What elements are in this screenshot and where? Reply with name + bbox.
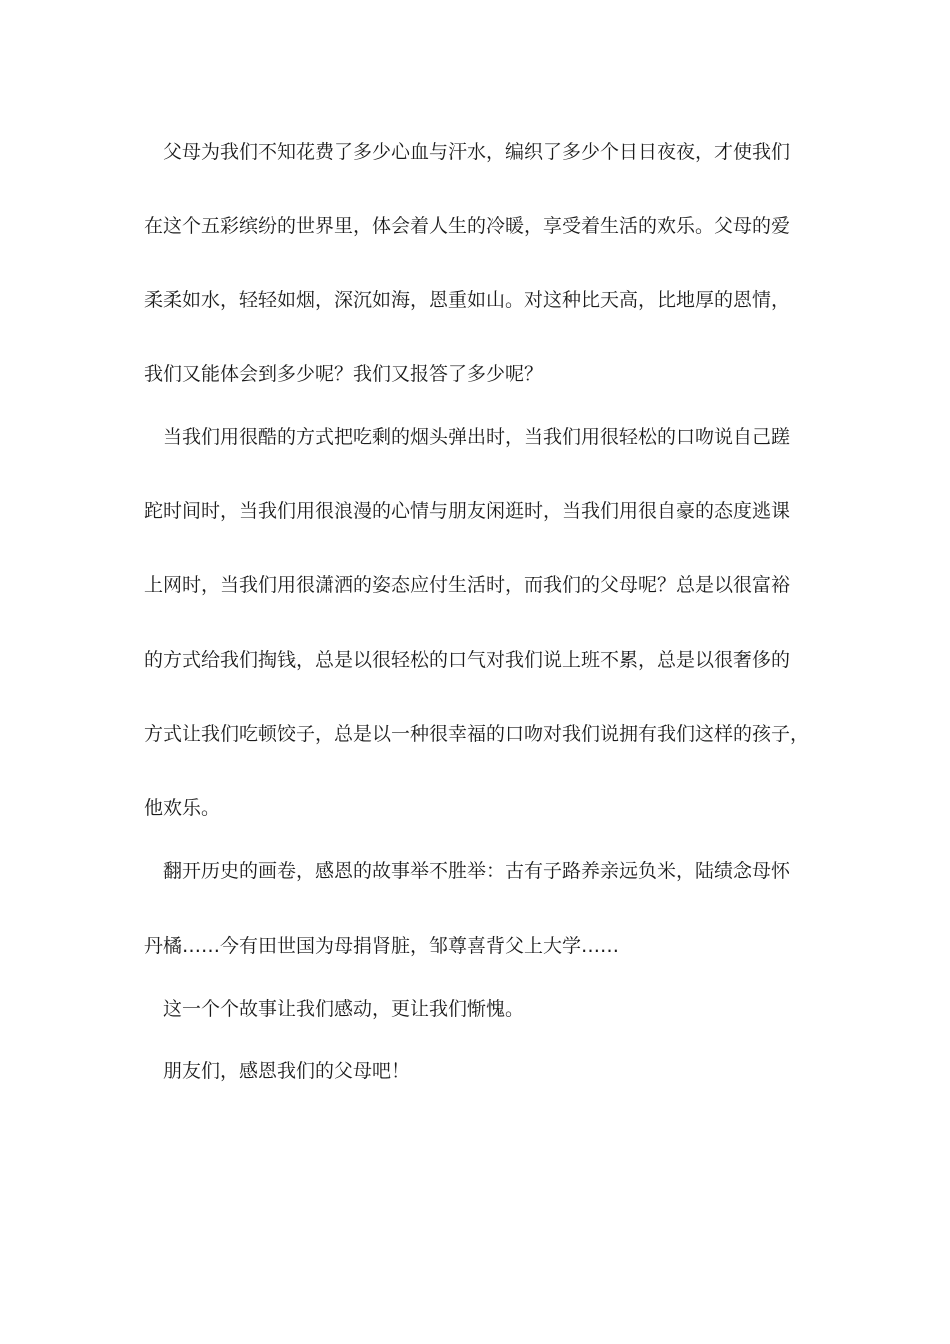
paragraph-line: 我们又能体会到多少呢？我们又报答了多少呢？ [144,363,544,385]
paragraph-line: 方式让我们吃顿饺子，总是以一种很幸福的口吻对我们说拥有我们这样的孩子， [144,723,810,745]
paragraph-line: 丹橘……今有田世国为母捐肾脏，邹尊喜背父上大学…… [144,935,620,957]
paragraph-line: 朋友们，感恩我们的父母吧！ [163,1060,411,1082]
paragraph-line: 跎时间时，当我们用很浪漫的心情与朋友闲逛时，当我们用很自豪的态度逃课 [144,500,791,522]
paragraph-line: 这一个个故事让我们感动，更让我们惭愧。 [163,998,525,1020]
paragraph-line: 在这个五彩缤纷的世界里，体会着人生的冷暖，享受着生活的欢乐。父母的爱 [144,215,791,237]
paragraph-line: 上网时，当我们用很潇洒的姿态应付生活时，而我们的父母呢？总是以很富裕 [144,574,791,596]
paragraph-line: 父母为我们不知花费了多少心血与汗水，编织了多少个日日夜夜，才使我们 [163,141,791,163]
paragraph-line: 他欢乐。 [144,797,221,819]
paragraph-line: 柔柔如水，轻轻如烟，深沉如海，恩重如山。对这种比天高，比地厚的恩情， [144,289,791,311]
paragraph-line: 的方式给我们掏钱，总是以很轻松的口气对我们说上班不累，总是以很奢侈的 [144,649,791,671]
paragraph-line: 翻开历史的画卷，感恩的故事举不胜举：古有子路养亲远负米，陆绩念母怀 [163,860,791,882]
paragraph-line: 当我们用很酷的方式把吃剩的烟头弹出时，当我们用很轻松的口吻说自己蹉 [163,426,791,448]
